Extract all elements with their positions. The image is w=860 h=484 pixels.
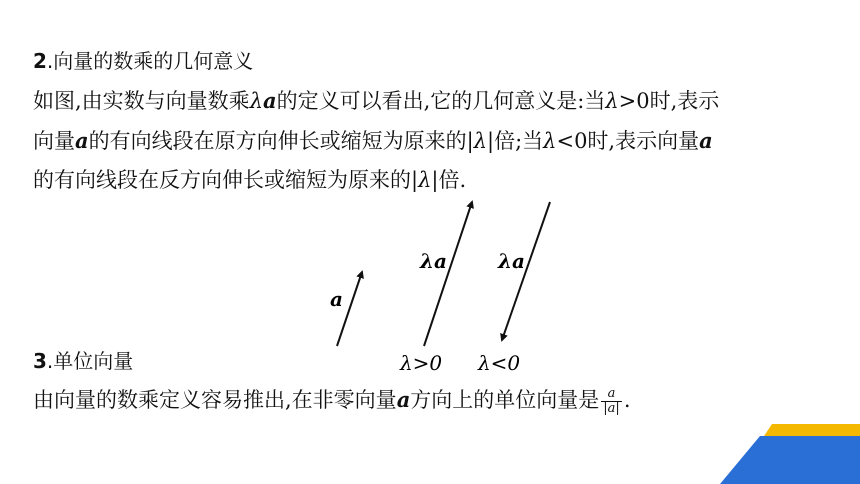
- text-run: 向量: [33, 129, 75, 153]
- label-lambda-a-positive: λa: [420, 249, 447, 273]
- vector-a: a: [75, 128, 89, 153]
- section-3-heading: [33, 348, 133, 374]
- heading-text: .向量的数乘的几何意义: [46, 49, 254, 73]
- text-run: 的定义可以看出,它的几何意义是:当: [276, 89, 606, 113]
- lambda-symbol: λ: [418, 168, 432, 192]
- section-3-body: [33, 387, 631, 416]
- caption-lambda-positive: λ>0: [400, 351, 443, 375]
- text-run: 的有向线段在反方向伸长或缩短为原来的|: [33, 168, 419, 192]
- paragraph-line-2: [33, 128, 713, 154]
- text-run: .: [623, 388, 631, 412]
- vector-a: a: [263, 88, 277, 113]
- text-run: <0时,表示向量: [556, 129, 700, 153]
- unit-vector-fraction: [601, 387, 622, 416]
- text-run: >0时,表示: [618, 89, 720, 113]
- vector-a: a: [396, 387, 411, 412]
- heading-number: 2: [33, 49, 47, 73]
- paragraph-line-1: [33, 88, 719, 114]
- text-run: 方向上的单位向量是: [410, 388, 600, 412]
- text-run: 的有向线段在原方向伸长或缩短为原来的|: [88, 129, 474, 153]
- text-run: |倍.: [431, 168, 467, 192]
- section-2-heading: [33, 48, 253, 74]
- heading-text: .单位向量: [46, 349, 134, 373]
- label-a: a: [330, 287, 343, 311]
- lambda-symbol: λ: [249, 89, 263, 113]
- text-run: 如图,由实数与向量数乘: [33, 89, 250, 113]
- text-run: |倍;当: [487, 129, 544, 153]
- vector-lambda-a-positive-arrow: [424, 202, 472, 346]
- label-lambda-a-negative: λa: [498, 249, 525, 273]
- vector-figure: [300, 190, 560, 380]
- corner-decoration: [720, 424, 860, 484]
- text-run: 由向量的数乘定义容易推出,在非零向量: [33, 388, 397, 412]
- vector-a: a: [699, 128, 713, 153]
- heading-number: 3: [33, 349, 47, 373]
- blue-stripe: [720, 436, 860, 484]
- lambda-symbol: λ: [543, 129, 557, 153]
- fraction-denominator: |a|: [603, 401, 620, 416]
- lambda-symbol: λ: [605, 89, 619, 113]
- lambda-symbol: λ: [473, 129, 487, 153]
- caption-lambda-negative: λ<0: [478, 351, 521, 375]
- fraction-numerator: a: [601, 387, 622, 402]
